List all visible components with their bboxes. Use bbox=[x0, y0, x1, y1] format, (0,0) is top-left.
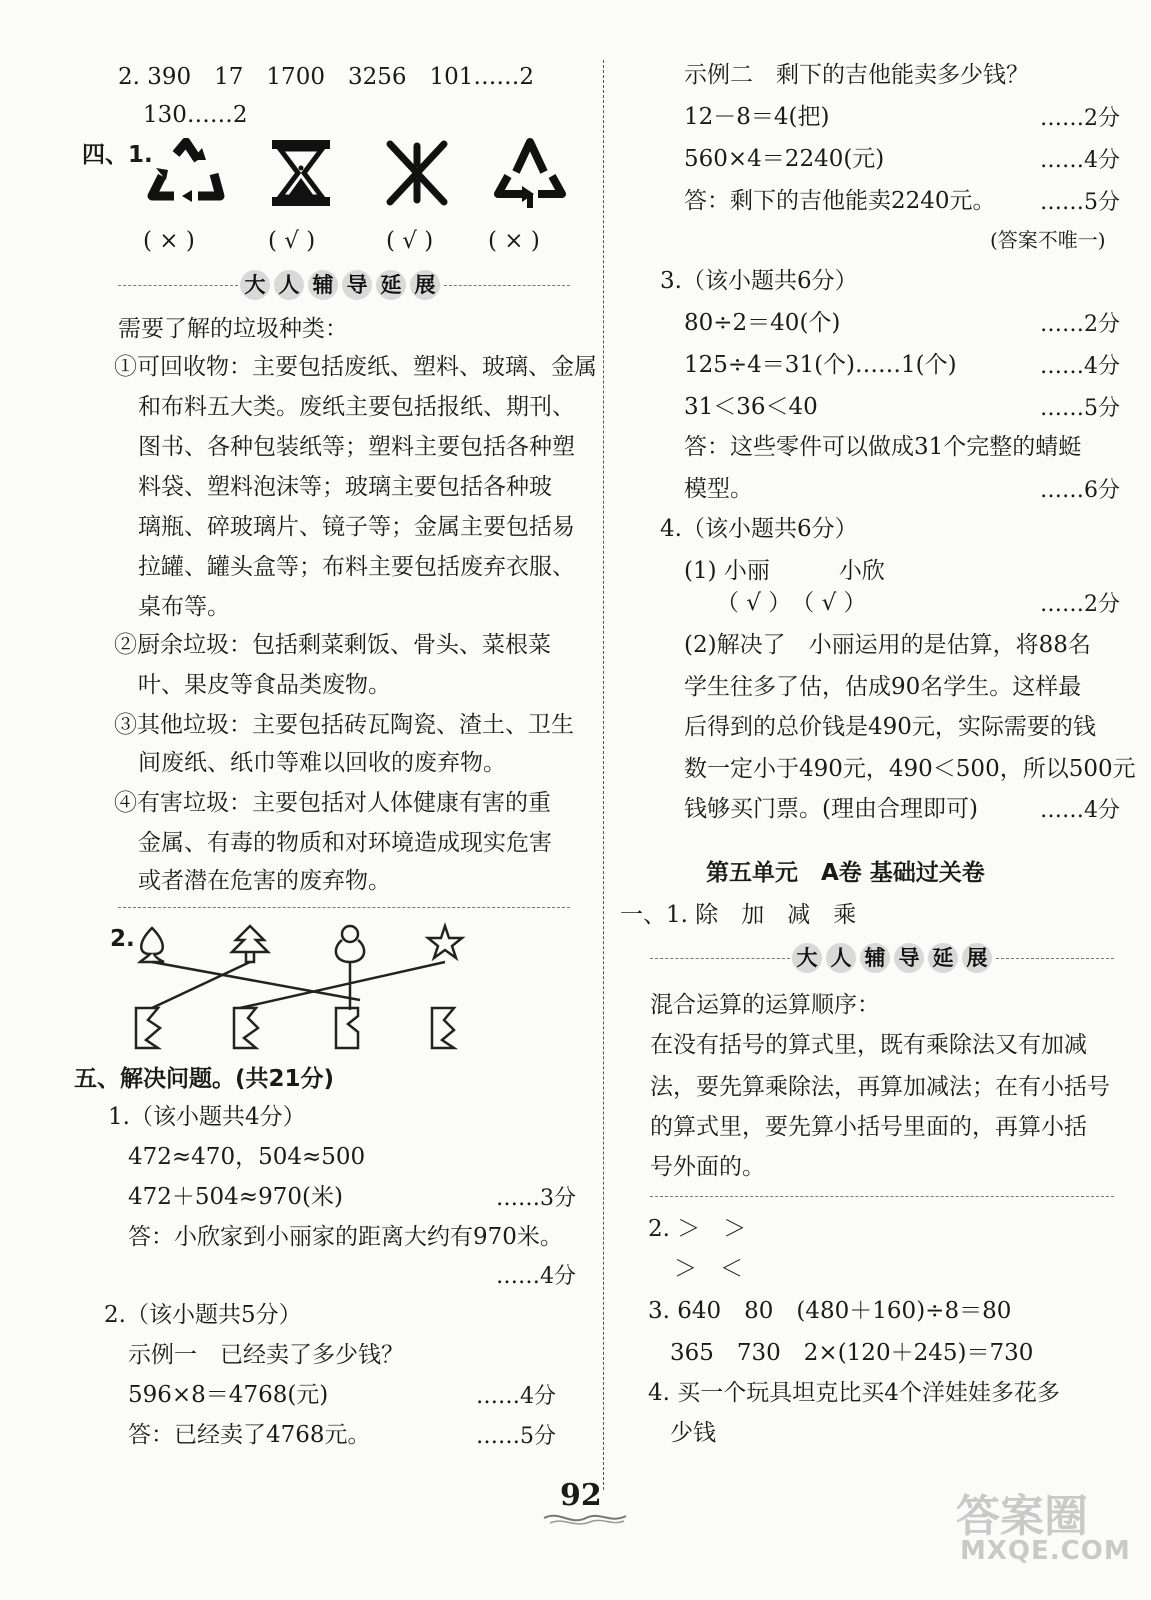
column-divider bbox=[603, 60, 604, 1490]
score: ……2分 bbox=[1040, 312, 1120, 337]
score: ……4分 bbox=[1040, 354, 1120, 379]
banner-char: 辅 bbox=[308, 270, 338, 300]
problem-1-title: 1.（该小题共4分） bbox=[108, 1104, 306, 1130]
example-2-title: 示例二 剩下的吉他能卖多少钱？ bbox=[684, 62, 1029, 88]
problem-2-answer: 答：已经卖了4768元。 bbox=[128, 1422, 371, 1448]
problem-3-answer: 答：这些零件可以做成31个完整的蜻蜓 bbox=[684, 434, 1082, 460]
section-divider bbox=[118, 907, 570, 908]
problem-3-title: 3.（该小题共6分） bbox=[660, 268, 858, 294]
problem-4-reason: 钱够买门票。(理由合理即可) bbox=[684, 796, 978, 822]
problem-4-title: 4.（该小题共6分） bbox=[660, 516, 858, 542]
order-line: 号外面的。 bbox=[650, 1154, 765, 1180]
problem-4-reason: 后得到的总价钱是490元，实际需要的钱 bbox=[684, 714, 1096, 740]
problem-4-marks: （ √ ） （ √ ） bbox=[716, 590, 867, 616]
score: ……4分 bbox=[1040, 798, 1120, 823]
q2-line1: 2. 390 17 1700 3256 101……2 bbox=[118, 64, 535, 90]
problem-3-line: 31＜36＜40 bbox=[684, 394, 818, 420]
recycle-icon bbox=[146, 138, 226, 204]
banner-char: 大 bbox=[240, 270, 270, 300]
banner-rule-left bbox=[650, 958, 790, 959]
score: ……4分 bbox=[496, 1264, 576, 1289]
garbage-line: ③其他垃圾：主要包括砖瓦陶瓷、渣土、卫生 bbox=[114, 712, 574, 738]
garbage-line: ②厨余垃圾：包括剩菜剩饭、骨头、菜根菜 bbox=[114, 632, 551, 658]
banner-char: 大 bbox=[792, 943, 822, 973]
unit-q4-line1: 4. 买一个玩具坦克比买4个洋娃娃多花多 bbox=[648, 1380, 1060, 1406]
unit-q2-line2: ＞ ＜ bbox=[674, 1256, 743, 1282]
answer-not-unique-note: (答案不唯一) bbox=[990, 228, 1106, 252]
page-number-wave-icon bbox=[540, 1508, 630, 1528]
problem-1-line: 472＋504≈970(米) bbox=[128, 1184, 343, 1210]
garbage-line: 或者潜在危害的废弃物。 bbox=[138, 868, 391, 894]
banner-char: 延 bbox=[376, 270, 406, 300]
mark-3: ( √ ) bbox=[386, 228, 434, 254]
example-2-line: 12－8＝4(把) bbox=[684, 104, 830, 130]
banner-char: 导 bbox=[342, 270, 372, 300]
example-1-title: 示例一 已经卖了多少钱？ bbox=[128, 1342, 404, 1368]
problem-4-reason: (2)解决了 小丽运用的是估算，将88名 bbox=[684, 632, 1091, 658]
banner-rule-left bbox=[118, 285, 238, 286]
banner-char: 延 bbox=[928, 943, 958, 973]
banner-rule-right bbox=[444, 285, 570, 286]
score: ……5分 bbox=[476, 1424, 556, 1449]
order-line: 混合运算的运算顺序： bbox=[650, 992, 880, 1018]
score: ……5分 bbox=[1040, 396, 1120, 421]
order-line: 法，要先算乘除法，再算加减法；在有小括号 bbox=[650, 1074, 1110, 1100]
garbage-line: ④有害垃圾：主要包括对人体健康有害的重 bbox=[114, 790, 551, 816]
hourglass-icon bbox=[270, 138, 332, 208]
unit-q2-line1: 2. ＞ ＞ bbox=[648, 1216, 747, 1242]
banner-adult-guidance bbox=[792, 943, 992, 973]
unit-q1: 一、1. 除 加 减 乘 bbox=[620, 902, 857, 928]
problem-1-answer: 答：小欣家到小丽家的距离大约有970米。 bbox=[128, 1224, 563, 1250]
q2-line2: 130……2 bbox=[143, 102, 248, 128]
mark-4: ( × ) bbox=[488, 228, 540, 254]
garbage-line: 料袋、塑料泡沫等；玻璃主要包括各种玻 bbox=[138, 474, 552, 500]
score: ……4分 bbox=[1040, 148, 1120, 173]
crossed-arrows-icon bbox=[384, 138, 450, 208]
watermark-logo: 答案圈 bbox=[956, 1491, 1088, 1542]
section-5-title: 五、解决问题。(共21分) bbox=[74, 1066, 335, 1092]
garbage-line: 间废纸、纸巾等难以回收的废弃物。 bbox=[138, 750, 506, 776]
banner-char: 人 bbox=[274, 270, 304, 300]
problem-4-reason: 学生往多了估，估成90名学生。这样最 bbox=[684, 674, 1082, 700]
banner-char: 导 bbox=[894, 943, 924, 973]
problem-3-answer: 模型。 bbox=[684, 476, 753, 502]
garbage-line: 图书、各种包装纸等；塑料主要包括各种塑 bbox=[138, 434, 575, 460]
score: ……3分 bbox=[496, 1186, 576, 1211]
banner-char: 人 bbox=[826, 943, 856, 973]
shape-matching-diagram bbox=[130, 920, 470, 1060]
unit-title: 第五单元 A卷 基础过关卷 bbox=[706, 860, 985, 886]
problem-4-line: (1) 小丽 小欣 bbox=[684, 558, 885, 584]
section-divider bbox=[650, 1196, 1114, 1197]
problem-2-line: 596×8＝4768(元) bbox=[128, 1382, 329, 1408]
recycle-arrows-icon bbox=[494, 136, 566, 210]
garbage-line: 桌布等。 bbox=[138, 594, 230, 620]
garbage-line: 叶、果皮等食品类废物。 bbox=[138, 672, 391, 698]
problem-4-reason: 数一定小于490元，490＜500，所以500元 bbox=[684, 756, 1136, 782]
example-2-answer: 答：剩下的吉他能卖2240元。 bbox=[684, 188, 996, 214]
score: ……5分 bbox=[1040, 190, 1120, 215]
garbage-line: 需要了解的垃圾种类： bbox=[118, 316, 348, 342]
score: ……6分 bbox=[1040, 478, 1120, 503]
banner-char: 展 bbox=[962, 943, 992, 973]
problem-1-line: 472≈470，504≈500 bbox=[128, 1144, 366, 1170]
unit-q3-line2: 365 730 2×(120＋245)＝730 bbox=[670, 1340, 1034, 1366]
garbage-line: 拉罐、罐头盒等；布料主要包括废弃衣服、 bbox=[138, 554, 575, 580]
page-number: 92 bbox=[560, 1478, 602, 1513]
banner-char: 展 bbox=[410, 270, 440, 300]
problem-3-line: 125÷4＝31(个)……1(个) bbox=[684, 352, 957, 378]
problem-2-title: 2.（该小题共5分） bbox=[104, 1302, 302, 1328]
problem-3-line: 80÷2＝40(个) bbox=[684, 310, 841, 336]
garbage-line: ①可回收物：主要包括废纸、塑料、玻璃、金属 bbox=[114, 354, 597, 380]
garbage-line: 璃瓶、碎玻璃片、镜子等；金属主要包括易 bbox=[138, 514, 575, 540]
mark-2: ( √ ) bbox=[268, 228, 316, 254]
section-4-label: 四、1. bbox=[82, 142, 153, 168]
score: ……2分 bbox=[1040, 592, 1120, 617]
order-line: 在没有括号的算式里，既有乘除法又有加减 bbox=[650, 1032, 1087, 1058]
mark-1: ( × ) bbox=[143, 228, 195, 254]
match-question-label: 2. bbox=[110, 926, 135, 952]
order-line: 的算式里，要先算小括号里面的，再算小括 bbox=[650, 1114, 1087, 1140]
watermark-url: MXQE.COM bbox=[960, 1536, 1131, 1566]
score: ……2分 bbox=[1040, 106, 1120, 131]
unit-q3-line1: 3. 640 80 (480＋160)÷8＝80 bbox=[648, 1298, 1012, 1324]
banner-adult-guidance bbox=[240, 270, 440, 300]
banner-rule-right bbox=[996, 958, 1114, 959]
banner-char: 辅 bbox=[860, 943, 890, 973]
score: ……4分 bbox=[476, 1384, 556, 1409]
garbage-line: 和布料五大类。废纸主要包括报纸、期刊、 bbox=[138, 394, 575, 420]
example-2-line: 560×4＝2240(元) bbox=[684, 146, 885, 172]
garbage-line: 金属、有毒的物质和对环境造成现实危害 bbox=[138, 830, 552, 856]
unit-q4-line2: 少钱 bbox=[670, 1420, 716, 1446]
